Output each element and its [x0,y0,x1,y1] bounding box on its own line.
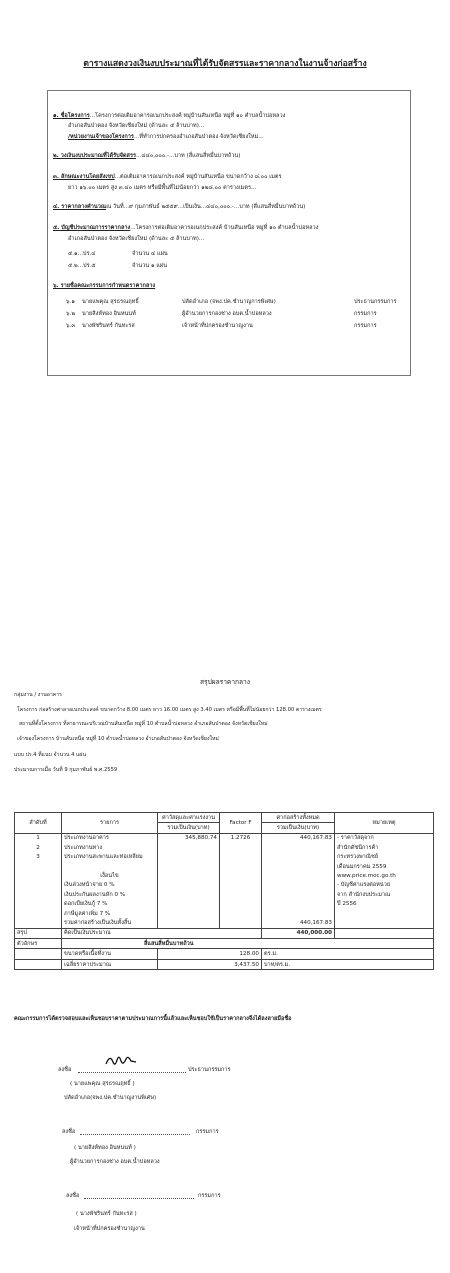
dept-line: กลุ่มงาน / งานอาคาร [14,692,62,698]
row-item: เงินล่วงหน้าจ่าย 0 % [62,881,158,890]
sig3-role: กรรมการ [198,1193,221,1199]
item5-sub1-count: จำนวน ๔ แผ่น [132,251,168,257]
member3-position: เจ้าหน้าที่ปกครองชำนาญงาน [182,323,253,329]
row-remark: จาก สำนักงบประมาณ [335,890,434,899]
summary-item: คิดเป็นเงินประมาณ [62,928,262,938]
row-total [262,853,335,862]
col-remark-header: หมายเหตุ [335,813,434,834]
avg-unit: บาท/ตร.ม. [262,959,434,969]
row-remark: www.price.moc.go.th [335,871,434,880]
row-no [15,900,62,909]
table-row [15,862,434,871]
item1-owner-value: ...ที่ทำการปกครองอำเภอสันป่าตอง จังหวัดเชียงใหม่... [133,134,264,140]
col-no-header: ลำดับที่ [15,813,62,834]
item3-label: ๓. ลักษณะงานโดยสังเขป [53,174,115,180]
table-row [15,890,434,899]
row-total [262,871,335,880]
sig2-line [80,1134,190,1135]
row-item: ภาษีมูลค่าเพิ่ม 7 % [62,909,158,918]
row-factor [220,909,262,918]
item1-label: ๑. ชื่อโครงการ [53,113,90,119]
member1-no: ๖.๑ [66,299,75,305]
row-no: 3 [15,853,62,862]
row-cost [158,918,220,928]
location-line: สถานที่ตั้งโครงการ ที่สาธารณะบริเวณบ้านสันเหนือ หมู่ที่ 10 ตำบลน้ำบ่อหลวง อำเภอสันป่าตอง จังหวัดเชียงใหม่ [19,721,268,727]
sig2-sign-label: ลงชื่อ [62,1129,76,1135]
project-line: โครงการ ก่อสร้างศาลาอเนกประสงค์ ขนาดกว้าง 8.00 เมตร ยาว 16.00 เมตร สูง 3.40 เมตร หรือมีพื้นที่ไม่น้อยกว่า 128.00 ตารางเมตร [17,707,322,713]
summary-row [15,928,434,938]
row-total [262,881,335,890]
item1-line1: ...โครงการต่อเติมอาคารอเนกประสงค์ หมู่บ้านสันเหนือ หมู่ที่ ๑๐ ตำบลน้ำบ่อหลวง [89,113,286,119]
row-cost [158,843,220,852]
row-no [15,890,62,899]
form-line: แบบ ปร.4 ที่แนบ จำนวน 4 แผ่น [14,752,86,758]
member1-name: นายแพคุณ สุรธรณฤทธิ์ [82,299,139,305]
row-remark [335,909,434,918]
sig3-name: ( นางพัชรินทร์ กันทะรส ) [76,1211,137,1217]
owner-line: เจ้าของโครงการ บ้านสันเหนือ หมู่ที่ 10 ตำบลน้ำบ่อหลวง อำเภอสันป่าตอง จังหวัดเชียงใหม่ [17,736,219,742]
row-total [262,843,335,852]
item1-owner-label: /หน่วยงานเจ้าของโครงการ [68,134,134,140]
col-total-subheader: รวมเป็นเงิน(บาท) [262,823,335,833]
row-item: รวมค่าก่อสร้างเป็นเงินทั้งสิ้น [62,918,158,928]
row-cost [158,909,220,918]
avg-value: 3,437.50 [158,959,262,969]
area-label: ขนาดหรือเนื้อที่งาน [62,949,158,959]
col-total-header: ค่าก่อสร้างทั้งหมด [262,813,335,823]
item5-label: ๕. บัญชีประมาณการราคากลาง [53,225,131,231]
table-row [15,853,434,862]
row-factor: 1.2726 [220,833,262,843]
row-factor [220,862,262,871]
row-factor [220,900,262,909]
table-row [15,881,434,890]
sig1-line [78,1072,186,1073]
row-total [262,862,335,871]
table-row [15,900,434,909]
row-cost [158,881,220,890]
row-cost [158,890,220,899]
area-row [15,949,434,959]
row-factor [220,843,262,852]
letters-value: สี่แสนสี่หมื่นบาทถ้วน [62,939,434,949]
row-total: 440,167.83 [262,833,335,843]
sig1-role: ประธานกรรมการ [188,1067,231,1073]
area-unit: ตร.ม. [262,949,434,959]
member3-name: นางพัชรินทร์ กันทะรส [82,323,135,329]
item5-sub2: ๕.๒...ปร.๕ [68,263,96,269]
item1-line2: อำเภอสันป่าตอง จังหวัดเชียงใหม่ (ด้านละ ๕ ล้านบาท)... [68,123,205,129]
sig1-position: ปลัดอำเภอ(จพง.ปค.ชำนาญงานพิเศษ) [64,1095,157,1101]
row-cost [158,871,220,880]
sig3-sign-label: ลงชื่อ [66,1193,80,1199]
sig2-position: ผู้อำนวยการกองช่าง อบต.น้ำบ่อหลวง [70,1159,160,1165]
summary-box [47,90,411,376]
row-total [262,909,335,918]
member1-position: ปลัดอำเภอ (จพง.ปค.ชำนาญการพิเศษ) [182,299,276,305]
row-remark [335,918,434,928]
item6-label [53,283,155,290]
sig3-line [84,1198,194,1199]
table-row [15,843,434,852]
row-no: 1 [15,833,62,843]
col-cost-header: ค่าวัสดุและค่าแรงงาน [158,813,220,823]
sig1-name: ( นายแพคุณ สุรธรณฤทธิ์ ) [70,1081,135,1087]
avg-label: เฉลี่ยราคาประมาณ [62,959,158,969]
row-factor [220,918,262,928]
row-factor [220,871,262,880]
member2-position: ผู้อำนวยการกองช่าง อบต.น้ำบ่อหลวง [182,311,272,317]
row-total: 440,167.83 [262,918,335,928]
row-remark: สำนักดัชนีการค้า [335,843,434,852]
table-row [15,909,434,918]
item5-line2: อำเภอสันป่าตอง จังหวัดเชียงใหม่ (ด้านละ ๕ ล้านบาท)... [68,236,205,242]
member3-no: ๖.๓ [66,323,76,329]
area-value: 128.00 [158,949,262,959]
page2-title: สรุปผลราคากลาง [200,678,250,686]
row-item: เงินประกันผลงานหัก 0 % [62,890,158,899]
sig2-role: กรรมการ [196,1129,219,1135]
row-remark: เดือนมกราคม 2559 [335,862,434,871]
table-row [15,833,434,843]
row-cost [158,900,220,909]
date-line: ประมาณการเมื่อ วันที่ 9 กุมภาพันธ์ พ.ศ.2559 [14,767,118,773]
member2-name: นายสิงห์ทอง อินหนนท์ [82,311,136,317]
signature-mark-icon [104,1052,138,1070]
member1-role: ประธานกรรมการ [354,299,397,305]
item1-owner-row [68,134,264,141]
item3-line2: ยาว ๑๖.๐๐ เมตร สูง ๓.๔๐ เมตร หรือมีพื้นที่ไม่น้อยกว่า ๑๒๘.๐๐ ตารางเมตร... [68,185,257,191]
sig1-sign-label: ลงชื่อ [58,1067,72,1073]
row-remark: - บัญชีค่าแรงต่อหน่วย [335,881,434,890]
summary-label: สรุป [15,928,62,938]
sig3-position: เจ้าหน้าที่ปกครองชำนาญงาน [74,1226,145,1232]
row-remark: - ราคาวัสดุจาก [335,833,434,843]
row-item [62,862,158,871]
row-total [262,900,335,909]
table-row [15,871,434,880]
sig2-name: ( นายสิงห์ทอง อินหนนท์ ) [74,1145,136,1151]
item5-row [53,225,318,232]
row-factor [220,881,262,890]
table-row [15,918,434,928]
row-factor [220,890,262,899]
item3-row [53,174,282,181]
row-no [15,862,62,871]
item1-row [53,113,285,120]
page1-title: ตารางแสดงวงเงินงบประมาณที่ได้รับจัดสรรและราคากลางในงานจ้างก่อสร้าง [83,59,367,69]
row-total [262,890,335,899]
row-item: ประเภทงานทาง [62,843,158,852]
avg-row [15,959,434,969]
item2-value: ...๔๔๐,๐๐๐.-...บาท (สี่แสนสี่หมื่นบาทถ้วน) [135,153,241,159]
item5-line1: ...โครงการต่อเติมอาคารอเนกประสงค์ บ้านสันเหนือ หมู่ที่ ๑๐ ตำบลน้ำบ่อหลวง [130,225,319,231]
row-cost [158,853,220,862]
row-factor [220,853,262,862]
committee-note: คณะกรรมการได้ตรวจสอบและเห็นชอบราคาตามประมาณการนี้แล้วและเห็นชอบใช้เป็นราคากลางจึงได้ลงลายมือชื่อ [14,1016,292,1022]
row-no: 2 [15,843,62,852]
row-no [15,918,62,928]
col-factor-header: Factor F [220,813,262,834]
row-cost: 345,880.74 [158,833,220,843]
item4-value: ณ วันที่...๙ กุมภาพันธ์ ๒๕๕๙...เป็นเงิน...๔๔๐,๐๐๐.-...บาท (สี่แสนสี่หมื่นบาทถ้วน) [106,204,306,210]
summary-table [14,812,434,970]
col-item-header: รายการ [62,813,158,834]
row-no [15,881,62,890]
member2-no: ๖.๒ [66,311,76,317]
letters-row [15,939,434,949]
item4-label: ๔. ราคากลางคำนวณ [53,204,107,210]
item6-label-text: ๖. รายชื่อคณะกรรมการกำหนดราคากลาง [53,283,156,289]
row-item: ประเภทงานสะพานและท่อเหลี่ยม [62,853,158,862]
member3-role: กรรมการ [354,323,377,329]
row-cost [158,862,220,871]
member2-role: กรรมการ [354,311,377,317]
item4-row [53,204,305,211]
item2-row [53,153,240,160]
row-item: ดอกเบี้ยเงินกู้ 7 % [62,900,158,909]
row-no [15,871,62,880]
item2-label: ๒. วงเงินงบประมาณที่ได้รับจัดสรร [53,153,136,159]
item5-sub2-count: จำนวน ๑ แผ่น [132,263,168,269]
row-remark: ปี 2556 [335,900,434,909]
summary-total: 440,000.00 [262,928,335,938]
item5-sub1: ๕.๑...ปร.๔ [68,251,96,257]
row-remark: กระทรวงพาณิชย์ [335,853,434,862]
letters-label: ตัวอักษร [15,939,62,949]
col-cost-subheader: รวมเป็นเงิน(บาท) [158,823,220,833]
table-header-row [15,813,434,823]
row-item: เงื่อนไข [62,871,158,880]
item3-line1: ...ต่อเติมอาคารอเนกประสงค์ หมู่บ้านสันเหนือ ขนาดกว้าง ๘.๐๐ เมตร [114,174,282,180]
row-no [15,909,62,918]
row-item: ประเภทงานอาคาร [62,833,158,843]
